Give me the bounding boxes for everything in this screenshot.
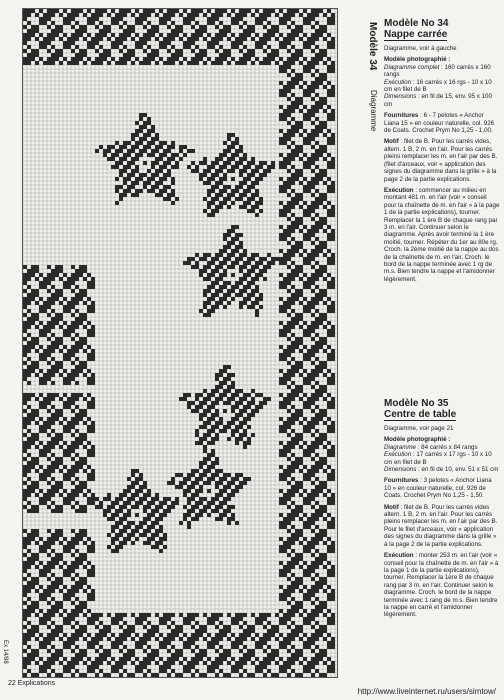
side-diagram-label: Diagramme: [369, 90, 378, 132]
dimensions-label: Dimensions: [384, 466, 417, 474]
model-34-motif: [384, 138, 500, 182]
page-number: 22: [8, 680, 16, 687]
motif-text: : filet de B. Pour les carrés vides, altern. 1 B, 2 m. en l'air. Pour les carrés pleins remplacer les m. en l'air par des B. (filet d'arceaux, voir « application des signes du diagramme dans la grille » à la page 2 de la partie explications.: [384, 138, 498, 183]
model-34-block: [384, 18, 500, 287]
model-35-motif: [384, 504, 500, 548]
diagram-label: Diagramme complet: [384, 63, 440, 71]
model-35-execution: [384, 552, 500, 619]
dimensions-text: : en fil de 10, env. 51 x 51 cm: [418, 466, 499, 474]
supplies-label: Fournitures: [384, 112, 419, 120]
section-name: Explications: [17, 680, 56, 687]
diagram-label: Diagramme: [384, 443, 416, 451]
model-34-diagram-ref: Diagramme, voir à gauche: [384, 45, 457, 52]
source-url: http://www.liveinternet.ru/users/simtow/: [357, 687, 496, 696]
page-footer: [8, 680, 55, 687]
diagram-text: : 84 carrés x 84 rangs: [417, 443, 478, 451]
execution-label: Exécution: [384, 78, 412, 86]
execution-step-label: Exécution: [384, 552, 414, 560]
motif-text: : filet de B. Pour les carrés vides altern. 1 B, 2 m. en l'air. Pour les carrés pleins remplacer les m. en l'air par des B. Pour le filet d'arceaux, voir « application des signes du diagramme dans la grille » à la page 2 de la partie explications.: [384, 503, 498, 548]
filet-chart: [22, 8, 338, 678]
photo-label: Modèle photographié :: [384, 436, 451, 444]
model-35-diagram-ref: Diagramme, voir page 21: [384, 425, 454, 432]
dimensions-text: : en fil de 15, env. 95 x 100 cm: [384, 93, 492, 108]
execution-label: Exécution: [384, 451, 412, 459]
side-model-title: Modèle 34: [367, 22, 378, 71]
model-34-subtitle: Nappe carrée: [384, 29, 448, 40]
execution-step-text: : commencer au milieu en montant 481 m. en l'air (voir « conseil pour la chaînette de m. en l'air » à la page 1 de la partie explications), tourner. Remplacer la 1 ère B de chaque rang par 3 m. en l'air. Continuer selon le diagramme. Après avoir terminé la 1 ère moitié, tourner. Répéter du 1er au 80e rg. Croch. la 2ème moitié de la nappe au dos de la chaînette de m. en l'air. Croch. le bord de la nappe terminée avec 1 rg de m.s. Bien tendre la nappe et l'amidonner légèrement.: [384, 186, 500, 283]
crochet-diagram: [23, 9, 337, 677]
model-34-execution: [384, 187, 500, 283]
model-34-photo: [384, 56, 500, 108]
motif-label: Motif: [384, 138, 399, 146]
model-34-supplies: [384, 112, 500, 134]
model-35-subtitle: Centre de table: [384, 409, 457, 420]
execution-step-label: Exécution: [384, 186, 414, 194]
page-code: Ex 14/88: [2, 640, 8, 664]
model-35-title: Modèle No 35: [384, 398, 449, 409]
supplies-text: : 3 pelotes « Anchor Liana 10 » en couleur naturelle, col. 926 de Coats. Crochet Prym No 1,25 - 1,50.: [384, 477, 492, 500]
model-35-block: [384, 398, 500, 623]
motif-label: Motif: [384, 503, 399, 511]
photo-label: Modèle photographié :: [384, 56, 451, 64]
model-35-photo: [384, 436, 500, 473]
execution-step-text: : monter 253 m. en l'air (voir « conseil pour la chaînette de m. en l'air » à la page 1 de la partie explications), tourner. Remplacer la 1ère B de chaque rang par 3 m. en l'air. Continuer selon le diagramme. Croch. le bord de la nappe terminée avec 1 rang de m.s. Bien tendre la nappe en carré et l'amidonner légèrement.: [384, 552, 499, 619]
model-35-supplies: [384, 477, 500, 499]
execution-text: : 17 carrés x 17 rgs - 10 x 10 cm en filet de B: [384, 451, 492, 466]
execution-text: : 16 carrés x 16 rgs - 10 x 10 cm en filet de B: [384, 78, 492, 94]
diagram-text: : 160 carrés x 160 rangs: [384, 63, 491, 79]
supplies-text: : 6 - 7 pelotes « Anchor Liana 15 » en couleur naturelle, col. 926 de Coats. Crochet Prym No 1,25 - 1,00.: [384, 112, 495, 135]
supplies-label: Fournitures: [384, 477, 419, 485]
model-34-title: Modèle No 34: [384, 18, 449, 29]
dimensions-label: Dimensions: [384, 93, 417, 101]
